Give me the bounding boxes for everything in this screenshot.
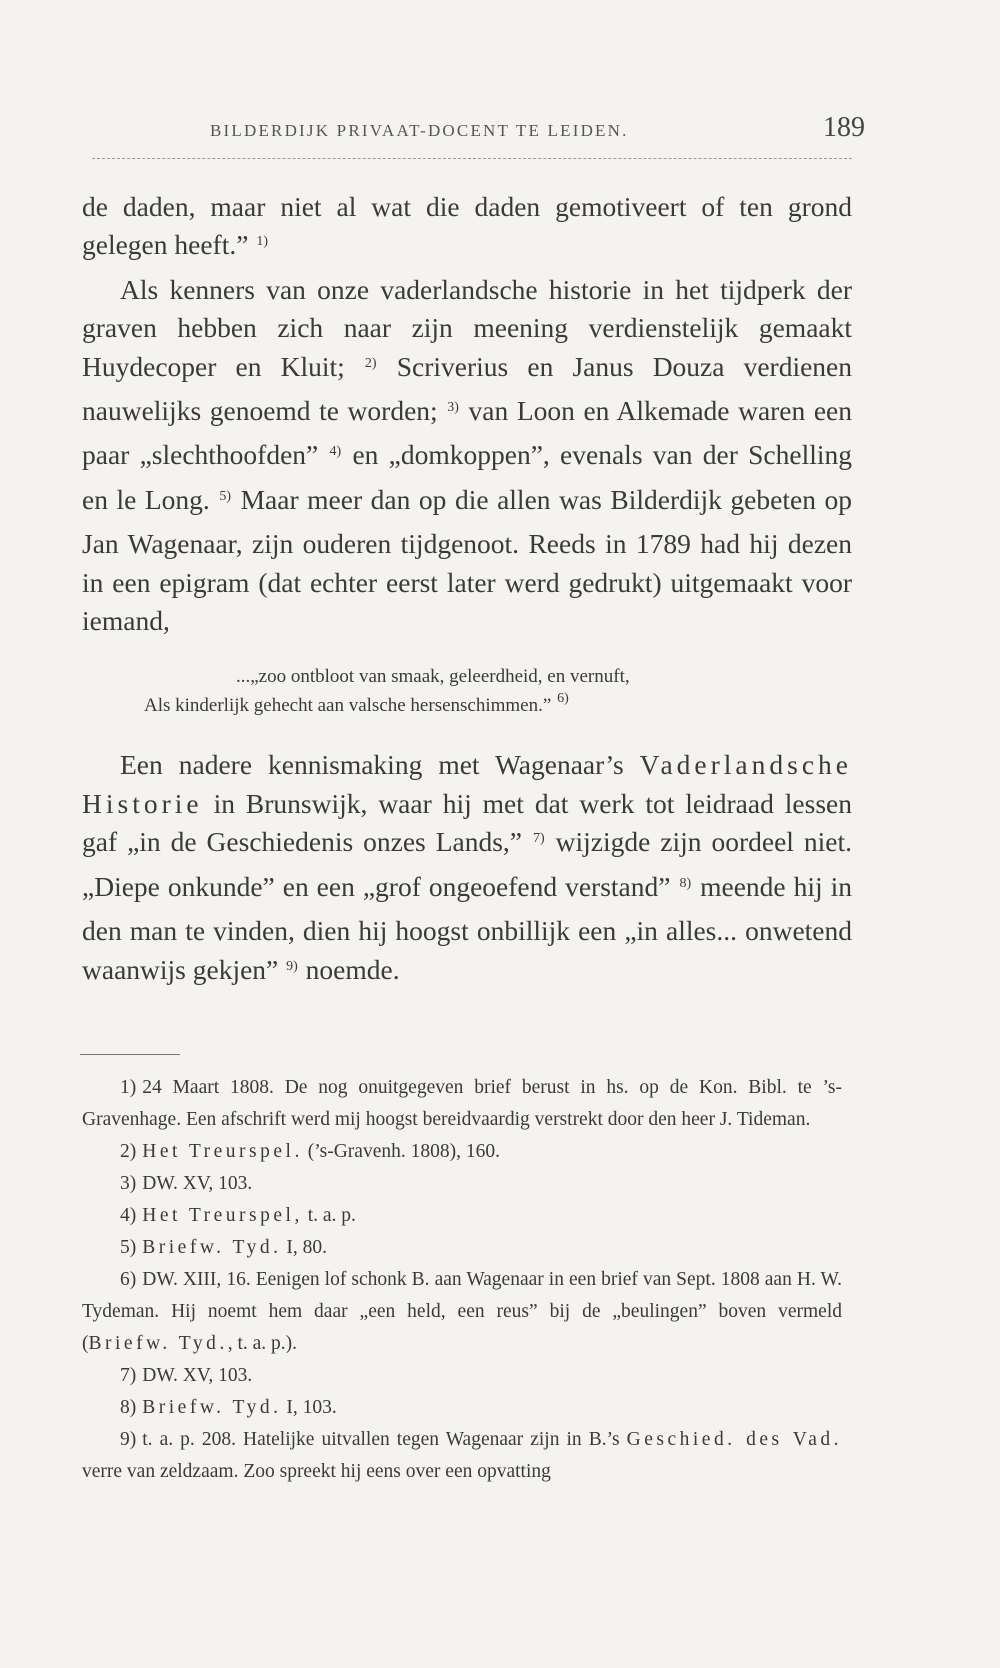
paragraph-1-text: de daden, maar niet al wat die daden gemotiveert of ten grond gelegen heeft.” (82, 191, 852, 261)
footnote-number: 6) (120, 1269, 137, 1290)
paragraph-2-part-e: Maar meer dan op die allen was Bilderdijk gebeten op Jan Wagenaar, zijn ouderen tijdgenoot. Reeds in 1789 had hij dezen in een epigram (dat echter eerst later werd gedrukt) uitgemaakt voor iemand, (82, 483, 852, 637)
paragraph-2-part-b: Scriverius en Janus Douza verdienen nauwelijks genoemd te worden; (82, 350, 853, 427)
footnote-text: DW. XIII, 16. Eenigen lof schonk B. aan Wagenaar in een brief van Sept. 1808 aan H. W. Tydeman. Hij noemt hem daar „een held, een reus” bij de „beulingen” boven vermeld ( (82, 1269, 842, 1354)
footnote-title: Het Treurspel. (142, 1141, 303, 1162)
footnote-ref-7: 7) (532, 831, 545, 847)
footnote-ref-2: 2) (364, 355, 377, 371)
footnote-number: 5) (120, 1237, 137, 1258)
footnote-number: 1) (120, 1077, 137, 1098)
footnote-text-end: verre van zeldzaam. Zoo spreekt hij eens over een opvatting (82, 1461, 551, 1482)
footnote-ref-9: 9) (286, 958, 298, 974)
footnote-text: I, 80. (286, 1237, 327, 1258)
footnote-number: 8) (120, 1397, 137, 1418)
header-rule (92, 158, 852, 159)
paragraph-3-part-e: meende hij in den man te vinden, dien hij hoogst onbillijk een „in alles... onwetend waanwijs gekjen” (82, 870, 853, 985)
footnote-text: t. a. p. 208. Hatelijke uitvallen tegen Wagenaar zijn in B.’s (142, 1429, 620, 1450)
footnote-8 (82, 1392, 842, 1424)
body-text (82, 188, 852, 995)
quote-line-1: ...„zoo ontbloot van smaak, geleerdheid, en vernuft, (236, 666, 630, 688)
paragraph-3-part-c: in Brunswijk, waar hij met dat werk tot leidraad lessen gaf „in de Geschiedenis onzes Lands,” (82, 787, 853, 858)
footnotes (82, 1072, 842, 1488)
paragraph-3-part-a: Een nadere kennismaking met Wagenaar’s (120, 749, 624, 781)
epigram-quote (82, 662, 852, 722)
footnote-number: 3) (120, 1173, 137, 1194)
footnote-number: 9) (120, 1429, 137, 1450)
footnote-6 (82, 1264, 842, 1360)
footnote-title: Het Treurspel, (142, 1205, 303, 1226)
footnote-title: Briefw. Tyd. (88, 1333, 228, 1354)
footnote-text: I, 103. (286, 1397, 337, 1418)
quote-line-2 (144, 691, 852, 722)
paragraph-3-part-f: noemde. (305, 953, 400, 985)
footnote-5 (82, 1232, 842, 1264)
running-head (210, 112, 865, 144)
paragraph-1 (82, 188, 852, 271)
footnote-text: DW. XV, 103. (142, 1173, 253, 1194)
footnote-ref-4: 4) (329, 444, 342, 460)
paragraph-2 (82, 271, 852, 641)
footnote-1 (82, 1072, 842, 1136)
footnote-number: 2) (120, 1141, 137, 1162)
footnote-2 (82, 1136, 842, 1168)
running-title: BILDERDIJK PRIVAAT-DOCENT TE LEIDEN. (210, 121, 629, 140)
footnote-number: 4) (120, 1205, 137, 1226)
footnote-text-end: , t. a. p.). (227, 1333, 298, 1354)
quote-line-2-text: Als kinderlijk gehecht aan valsche hersenschimmen.” (144, 695, 552, 717)
footnote-rule (80, 1054, 180, 1055)
footnote-title: Briefw. Tyd. (142, 1237, 282, 1258)
page-number: 189 (823, 112, 865, 143)
footnote-number: 7) (120, 1365, 137, 1386)
paragraph-2-part-a: Als kenners van onze vaderlandsche historie in het tijdperk der graven hebben zich naar zijn meening verdienstelijk gemaakt Huydecoper en Kluit; (82, 273, 852, 382)
footnote-text: (’s-Gravenh. 1808), 160. (307, 1141, 500, 1162)
footnote-title: Geschied. des Vad. (626, 1429, 842, 1450)
footnote-4 (82, 1200, 842, 1232)
footnote-3 (82, 1168, 842, 1200)
footnote-ref-3: 3) (447, 400, 459, 416)
book-title-vaderlandsche-historie: Vaderlandsche Historie (82, 749, 852, 819)
footnote-ref-6: 6) (557, 691, 569, 707)
footnote-title: Briefw. Tyd. (142, 1397, 282, 1418)
footnote-text: 24 Maart 1808. De nog onuitgegeven brief berust in hs. op de Kon. Bibl. te ’s-Gravenhage. Een afschrift werd mij hoogst bereidvaardig verstrekt door den heer J. Tideman. (82, 1077, 842, 1130)
paragraph-3-part-d: wijzigde zijn oordeel niet. „Diepe onkunde” en een „grof ongeoefend verstand” (82, 826, 852, 902)
footnote-9 (82, 1424, 842, 1488)
paragraph-3 (82, 746, 852, 994)
footnote-ref-5: 5) (219, 488, 232, 504)
footnote-ref-1: 1) (256, 234, 268, 250)
footnote-ref-8: 8) (679, 875, 692, 891)
footnote-7 (82, 1360, 842, 1392)
paragraph-2-part-d: en „domkoppen”, evenals van der Schelling en le Long. (82, 439, 852, 515)
paragraph-2-part-c: van Loon en Alkemade waren een paar „slechthoofden” (82, 395, 853, 471)
footnote-text: DW. XV, 103. (142, 1365, 253, 1386)
footnote-text: t. a. p. (307, 1205, 356, 1226)
